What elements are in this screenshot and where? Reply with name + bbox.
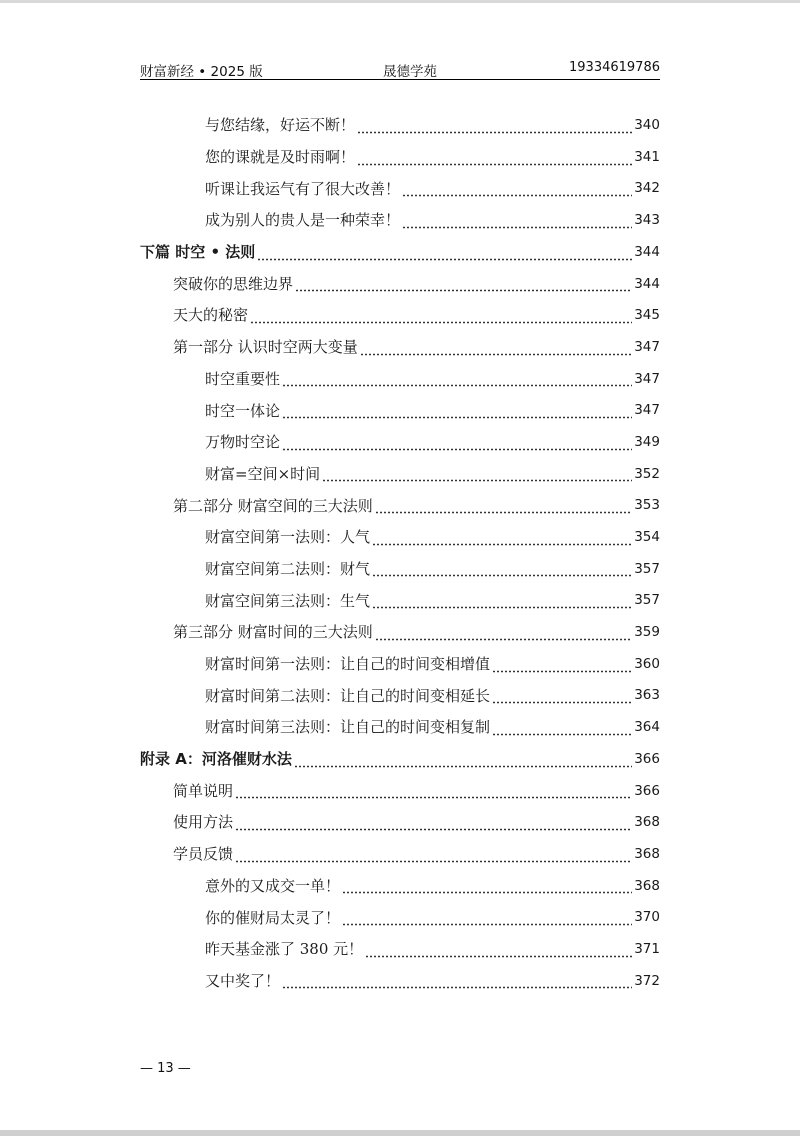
toc-entry-title: 天大的秘密 bbox=[173, 306, 249, 325]
toc-entry-page: 347 bbox=[634, 338, 660, 355]
toc-entry-title: 财富空间第二法则：财气 bbox=[205, 559, 371, 578]
toc-entry[interactable] bbox=[140, 332, 660, 364]
toc-entry-page: 357 bbox=[634, 592, 660, 609]
toc-entry[interactable] bbox=[140, 839, 660, 871]
toc-entry-title: 意外的又成交一单！ bbox=[205, 876, 341, 895]
toc-entry-title: 财富空间第一法则：人气 bbox=[205, 528, 371, 547]
toc-entry[interactable] bbox=[140, 395, 660, 427]
toc-entry-page: 363 bbox=[634, 687, 660, 704]
toc-dot-leader bbox=[492, 661, 632, 673]
toc-dot-leader bbox=[295, 280, 632, 292]
toc-entry-page: 366 bbox=[634, 750, 660, 767]
toc-dot-leader bbox=[375, 502, 632, 514]
toc-entry[interactable] bbox=[140, 649, 660, 681]
toc-entry[interactable] bbox=[140, 110, 660, 142]
toc-entry-title: 听课让我运气有了很大改善！ bbox=[205, 179, 401, 198]
toc-entry-title: 第二部分 财富空间的三大法则 bbox=[173, 496, 373, 515]
toc-entry-page: 352 bbox=[634, 465, 660, 482]
toc-dot-leader bbox=[282, 407, 632, 419]
toc-dot-leader bbox=[294, 756, 632, 768]
toc-dot-leader bbox=[282, 977, 632, 989]
toc-entry-page: 370 bbox=[634, 909, 660, 926]
toc-dot-leader bbox=[250, 312, 632, 324]
toc-entry-page: 341 bbox=[634, 148, 660, 165]
toc-entry[interactable] bbox=[140, 744, 660, 776]
toc-entry-title: 第三部分 财富时间的三大法则 bbox=[173, 623, 373, 642]
toc-entry-page: 345 bbox=[634, 307, 660, 324]
toc-dot-leader bbox=[492, 692, 632, 704]
toc-entry[interactable] bbox=[140, 237, 660, 269]
toc-entry-page: 347 bbox=[634, 402, 660, 419]
toc-entry-page: 340 bbox=[634, 117, 660, 134]
toc-entry-title: 财富=空间×时间 bbox=[205, 464, 321, 483]
toc-dot-leader bbox=[342, 914, 632, 926]
toc-entry[interactable] bbox=[140, 617, 660, 649]
toc-dot-leader bbox=[235, 787, 632, 799]
toc-entry-title: 使用方法 bbox=[173, 813, 234, 832]
toc-entry-title: 你的催财局太灵了！ bbox=[205, 908, 341, 927]
header-book-title: 财富新经 • 2025 版 bbox=[140, 64, 263, 80]
toc-entry-title: 又中奖了！ bbox=[205, 971, 281, 990]
toc-entry[interactable] bbox=[140, 934, 660, 966]
toc-entry[interactable] bbox=[140, 300, 660, 332]
toc-entry-title: 突破你的思维边界 bbox=[173, 274, 294, 293]
toc-dot-leader bbox=[492, 724, 632, 736]
toc-entry-page: 364 bbox=[634, 719, 660, 736]
toc-entry-title: 万物时空论 bbox=[205, 433, 281, 452]
toc-entry[interactable] bbox=[140, 585, 660, 617]
toc-dot-leader bbox=[372, 565, 632, 577]
header-phone: 19334619786 bbox=[569, 60, 660, 75]
toc-entry[interactable] bbox=[140, 871, 660, 903]
toc-entry-title: 下篇 时空 • 法则 bbox=[140, 243, 256, 262]
toc-dot-leader bbox=[235, 851, 632, 863]
toc-entry-title: 成为别人的贵人是一种荣幸！ bbox=[205, 211, 401, 230]
toc-dot-leader bbox=[402, 217, 632, 229]
toc-entry-title: 财富时间第三法则：让自己的时间变相复制 bbox=[205, 718, 491, 737]
toc-dot-leader bbox=[375, 629, 632, 641]
toc-entry-page: 347 bbox=[634, 370, 660, 387]
running-header bbox=[140, 58, 660, 80]
page-bottom-edge bbox=[0, 1130, 800, 1136]
toc-entry-page: 368 bbox=[634, 877, 660, 894]
toc-entry-page: 368 bbox=[634, 845, 660, 862]
toc-entry-title: 时空一体论 bbox=[205, 401, 281, 420]
toc-entry-title: 附录 A：河洛催财水法 bbox=[140, 750, 292, 769]
toc-entry-title: 昨天基金涨了 380 元！ bbox=[205, 940, 364, 959]
toc-dot-leader bbox=[372, 534, 632, 546]
toc-entry[interactable] bbox=[140, 142, 660, 174]
toc-entry-page: 354 bbox=[634, 529, 660, 546]
toc-entry-page: 368 bbox=[634, 814, 660, 831]
toc-dot-leader bbox=[257, 249, 632, 261]
toc-dot-leader bbox=[357, 154, 632, 166]
toc-entry[interactable] bbox=[140, 490, 660, 522]
toc-entry[interactable] bbox=[140, 554, 660, 586]
toc-dot-leader bbox=[357, 122, 632, 134]
toc-entry-title: 简单说明 bbox=[173, 781, 234, 800]
toc-entry[interactable] bbox=[140, 364, 660, 396]
footer-page-number: — 13 — bbox=[140, 1061, 191, 1076]
toc-entry-page: 344 bbox=[634, 243, 660, 260]
toc-dot-leader bbox=[282, 375, 632, 387]
toc-entry[interactable] bbox=[140, 807, 660, 839]
toc-entry[interactable] bbox=[140, 775, 660, 807]
toc-dot-leader bbox=[322, 470, 632, 482]
toc-entry-title: 与您结缘，好运不断！ bbox=[205, 116, 356, 135]
header-rule bbox=[140, 79, 660, 80]
toc-entry-title: 学员反馈 bbox=[173, 845, 234, 864]
toc-entry[interactable] bbox=[140, 966, 660, 998]
toc-entry-title: 第一部分 认识时空两大变量 bbox=[173, 338, 358, 357]
toc-entry-page: 371 bbox=[634, 940, 660, 957]
toc-entry[interactable] bbox=[140, 268, 660, 300]
toc-entry-page: 372 bbox=[634, 972, 660, 989]
toc-entry-page: 360 bbox=[634, 655, 660, 672]
toc-entry-page: 359 bbox=[634, 624, 660, 641]
toc-entry-page: 366 bbox=[634, 782, 660, 799]
toc-entry[interactable] bbox=[140, 712, 660, 744]
toc-dot-leader bbox=[372, 597, 632, 609]
toc-entry[interactable] bbox=[140, 205, 660, 237]
toc-entry-page: 343 bbox=[634, 212, 660, 229]
toc-dot-leader bbox=[360, 344, 632, 356]
toc-entry[interactable] bbox=[140, 522, 660, 554]
toc-dot-leader bbox=[235, 819, 632, 831]
toc-entry-title: 时空重要性 bbox=[205, 369, 281, 388]
header-publisher: 晟德学苑 bbox=[383, 64, 437, 80]
toc-entry-title: 财富时间第二法则：让自己的时间变相延长 bbox=[205, 686, 491, 705]
toc-entry[interactable] bbox=[140, 459, 660, 491]
toc-entry-page: 342 bbox=[634, 180, 660, 197]
toc-entry-page: 357 bbox=[634, 560, 660, 577]
toc-dot-leader bbox=[342, 882, 632, 894]
toc-entry-title: 您的课就是及时雨啊！ bbox=[205, 148, 356, 167]
page-top-edge bbox=[0, 0, 800, 3]
toc-entry[interactable] bbox=[140, 902, 660, 934]
toc-entry[interactable] bbox=[140, 680, 660, 712]
toc-entry-page: 349 bbox=[634, 433, 660, 450]
toc-dot-leader bbox=[402, 185, 632, 197]
toc-entry-page: 353 bbox=[634, 497, 660, 514]
toc-entry-page: 344 bbox=[634, 275, 660, 292]
toc-dot-leader bbox=[365, 946, 632, 958]
toc-dot-leader bbox=[282, 439, 632, 451]
toc-entry-title: 财富空间第三法则：生气 bbox=[205, 591, 371, 610]
toc-entry[interactable] bbox=[140, 427, 660, 459]
toc-entry[interactable] bbox=[140, 173, 660, 205]
table-of-contents bbox=[140, 110, 660, 997]
toc-entry-title: 财富时间第一法则：让自己的时间变相增值 bbox=[205, 655, 491, 674]
